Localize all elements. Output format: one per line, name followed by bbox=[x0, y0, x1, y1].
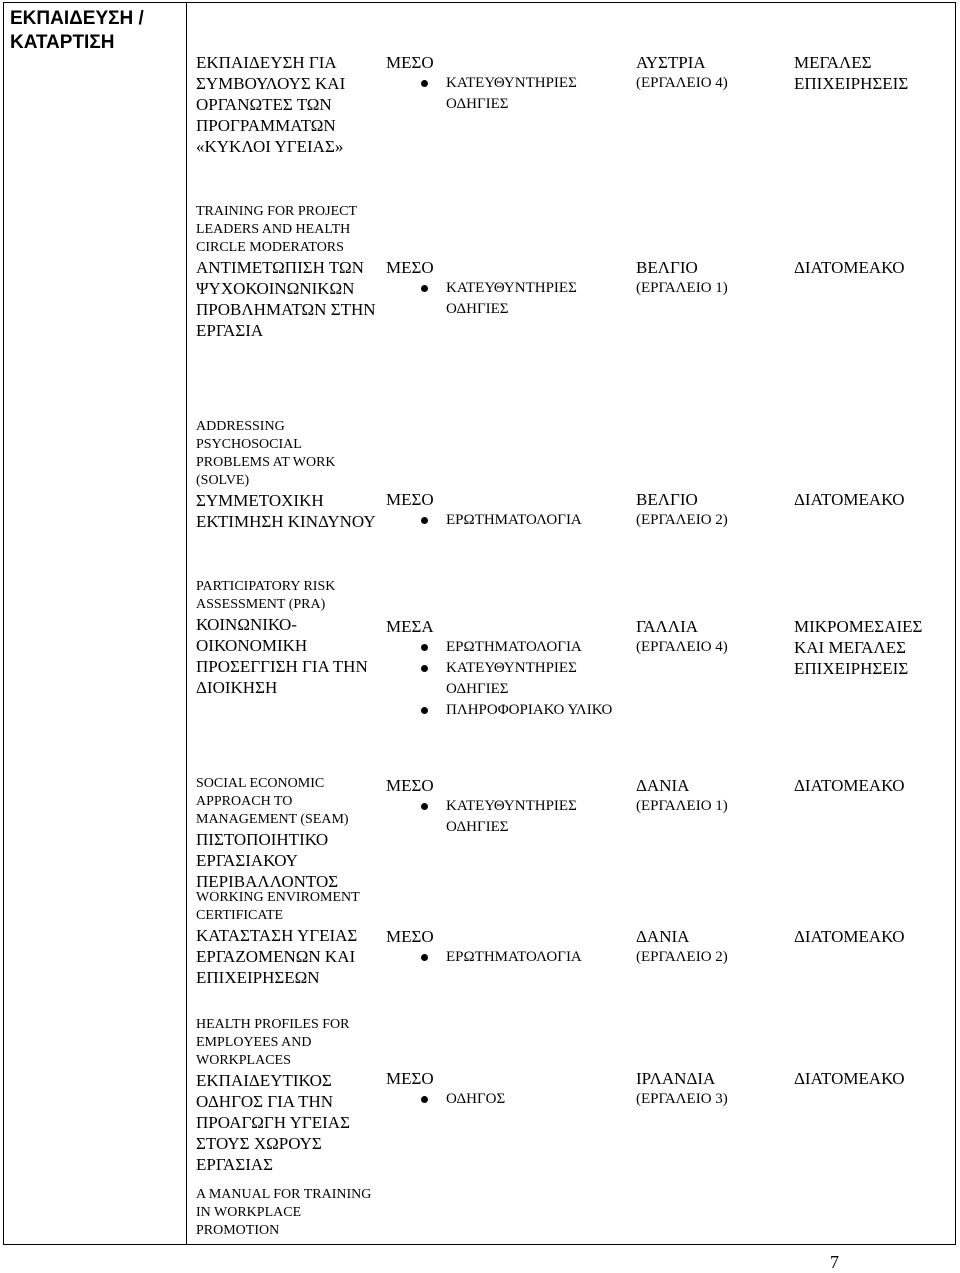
media-list bbox=[386, 510, 629, 531]
table-row bbox=[187, 578, 955, 775]
country-label: ΒΕΛΓΙΟ bbox=[636, 258, 698, 277]
tools-table bbox=[3, 2, 956, 1245]
media-list bbox=[386, 73, 629, 115]
tool-number: (ΕΡΓΑΛΕΙΟ 4) bbox=[636, 75, 728, 91]
media-list bbox=[386, 637, 629, 721]
tool-title-en: A MANUAL FOR TRAINING IN WORKPLACE PROMOTION bbox=[196, 1187, 372, 1238]
media-list bbox=[386, 796, 629, 838]
section-label: ΕΚΠΑΙΔΕΥΣΗ / ΚΑΤΑΡΤΙΣΗ bbox=[10, 8, 144, 53]
company-size-label: ΔΙΑΤΟΜΕΑΚΟ bbox=[794, 776, 905, 795]
list-item: ΟΔΗΓΟΣ bbox=[386, 1089, 626, 1110]
table-row bbox=[187, 775, 955, 891]
table-row bbox=[4, 3, 956, 1245]
tool-title-gr: ΕΚΠΑΙΔΕΥΣΗ ΓΙΑ ΣΥΜΒΟΥΛΟΥΣ ΚΑΙ ΟΡΓΑΝΩΤΕΣ ΤΩΝ ΠΡΟΓΡΑΜΜΑΤΩΝ «ΚΥΚΛΟΙ ΥΓΕΙΑΣ» bbox=[196, 53, 346, 156]
table-row bbox=[187, 1016, 955, 1244]
tool-title-en: WORKING ENVIROMENT CERTIFICATE bbox=[196, 890, 360, 923]
section-label-cell bbox=[4, 3, 187, 1245]
table-row bbox=[187, 3, 955, 203]
tool-title-en: PARTICIPATORY RISK ASSESSMENT (PRA) bbox=[196, 579, 336, 612]
list-item: ΚΑΤΕΥΘΥΝΤΗΡΙΕΣ ΟΔΗΓΙΕΣ bbox=[386, 658, 626, 700]
tool-number: (ΕΡΓΑΛΕΙΟ 2) bbox=[636, 512, 728, 528]
media-list bbox=[386, 947, 629, 968]
level-label: ΜΕΣΟ bbox=[386, 776, 434, 795]
table-row bbox=[187, 418, 955, 578]
tool-title-gr: ΑΝΤΙΜΕΤΩΠΙΣΗ ΤΩΝ ΨΥΧΟΚΟΙΝΩΝΙΚΩΝ ΠΡΟΒΛΗΜΑΤΩΝ ΣΤΗΝ ΕΡΓΑΣΙΑ bbox=[196, 258, 376, 340]
tool-title-gr: ΚΟΙΝΩΝΙΚΟ-ΟΙΚΟΝΟΜΙΚΗ ΠΡΟΣΕΓΓΙΣΗ ΓΙΑ ΤΗΝ ΔΙΟΙΚΗΣΗ bbox=[196, 615, 368, 697]
tool-title-gr: ΕΚΠΑΙΔΕΥΤΙΚΟΣ ΟΔΗΓΟΣ ΓΙΑ ΤΗΝ ΠΡΟΑΓΩΓΗ ΥΓΕΙΑΣ ΣΤΟΥΣ ΧΩΡΟΥΣ ΕΡΓΑΣΙΑΣ bbox=[196, 1071, 350, 1174]
tool-title-en: HEALTH PROFILES FOR EMPLOYEES AND WORKPLACES bbox=[196, 1017, 350, 1068]
tool-number: (ΕΡΓΑΛΕΙΟ 2) bbox=[636, 949, 728, 965]
list-item: ΕΡΩΤΗΜΑΤΟΛΟΓΙΑ bbox=[386, 947, 626, 968]
entries-cell bbox=[187, 3, 956, 1245]
level-label: ΜΕΣΟ bbox=[386, 258, 434, 277]
company-size-label: ΔΙΑΤΟΜΕΑΚΟ bbox=[794, 927, 905, 946]
country-label: ΑΥΣΤΡΙΑ bbox=[636, 53, 706, 72]
page-number: 7 bbox=[830, 1252, 839, 1272]
list-item: ΚΑΤΕΥΘΥΝΤΗΡΙΕΣ ΟΔΗΓΙΕΣ bbox=[386, 73, 626, 115]
tool-title-gr: ΚΑΤΑΣΤΑΣΗ ΥΓΕΙΑΣ ΕΡΓΑΖΟΜΕΝΩΝ ΚΑΙ ΕΠΙΧΕΙΡΗΣΕΩΝ bbox=[196, 926, 358, 987]
tool-title-en: SOCIAL ECONOMIC APPROACH TO MANAGEMENT (SEAM) bbox=[196, 776, 349, 827]
tool-title-gr: ΣΥΜΜΕΤΟΧΙΚΗ ΕΚΤΙΜΗΣΗ ΚΙΝΔΥΝΟΥ bbox=[196, 491, 376, 531]
country-label: ΒΕΛΓΙΟ bbox=[636, 490, 698, 509]
list-item: ΕΡΩΤΗΜΑΤΟΛΟΓΙΑ bbox=[386, 510, 626, 531]
level-label: ΜΕΣΟ bbox=[386, 490, 434, 509]
media-list bbox=[386, 1089, 629, 1110]
table-row bbox=[187, 203, 955, 418]
level-label: ΜΕΣΟ bbox=[386, 927, 434, 946]
tool-number: (ΕΡΓΑΛΕΙΟ 3) bbox=[636, 1091, 728, 1107]
tool-number: (ΕΡΓΑΛΕΙΟ 1) bbox=[636, 798, 728, 814]
company-size-label: ΔΙΑΤΟΜΕΑΚΟ bbox=[794, 258, 905, 277]
level-label: ΜΕΣΟ bbox=[386, 1069, 434, 1088]
list-item: ΕΡΩΤΗΜΑΤΟΛΟΓΙΑ bbox=[386, 637, 626, 658]
tool-number: (ΕΡΓΑΛΕΙΟ 4) bbox=[636, 639, 728, 655]
company-size-label: ΔΙΑΤΟΜΕΑΚΟ bbox=[794, 1069, 905, 1088]
company-size-label: ΔΙΑΤΟΜΕΑΚΟ bbox=[794, 490, 905, 509]
list-item: ΚΑΤΕΥΘΥΝΤΗΡΙΕΣ ΟΔΗΓΙΕΣ bbox=[386, 278, 626, 320]
country-label: ΙΡΛΑΝΔΙΑ bbox=[636, 1069, 716, 1088]
tool-title-gr: ΠΙΣΤΟΠΟΙΗΤΙΚΟ ΕΡΓΑΣΙΑΚΟΥ ΠΕΡΙΒΑΛΛΟΝΤΟΣ bbox=[196, 830, 339, 891]
list-item: ΚΑΤΕΥΘΥΝΤΗΡΙΕΣ ΟΔΗΓΙΕΣ bbox=[386, 796, 626, 838]
country-label: ΓΑΛΛΙΑ bbox=[636, 617, 699, 636]
level-label: ΜΕΣΑ bbox=[386, 617, 434, 636]
level-label: ΜΕΣΟ bbox=[386, 53, 434, 72]
country-label: ΔΑΝΙΑ bbox=[636, 927, 690, 946]
company-size-label: ΜΙΚΡΟΜΕΣΑΙΕΣ ΚΑΙ ΜΕΓΑΛΕΣ ΕΠΙΧΕΙΡΗΣΕΙΣ bbox=[794, 617, 923, 678]
table-row bbox=[187, 865, 955, 1016]
tool-title-en: ADDRESSING PSYCHOSOCIAL PROBLEMS AT WORK (SOLVE) bbox=[196, 419, 336, 488]
company-size-label: ΜΕΓΑΛΕΣ ΕΠΙΧΕΙΡΗΣΕΙΣ bbox=[794, 53, 909, 93]
tool-number: (ΕΡΓΑΛΕΙΟ 1) bbox=[636, 280, 728, 296]
country-label: ΔΑΝΙΑ bbox=[636, 776, 690, 795]
tool-title-en: TRAINING FOR PROJECT LEADERS AND HEALTH CIRCLE MODERATORS bbox=[196, 204, 357, 255]
list-item: ΠΛΗΡΟΦΟΡΙΑΚΟ ΥΛΙΚΟ bbox=[386, 700, 626, 721]
media-list bbox=[386, 278, 629, 320]
